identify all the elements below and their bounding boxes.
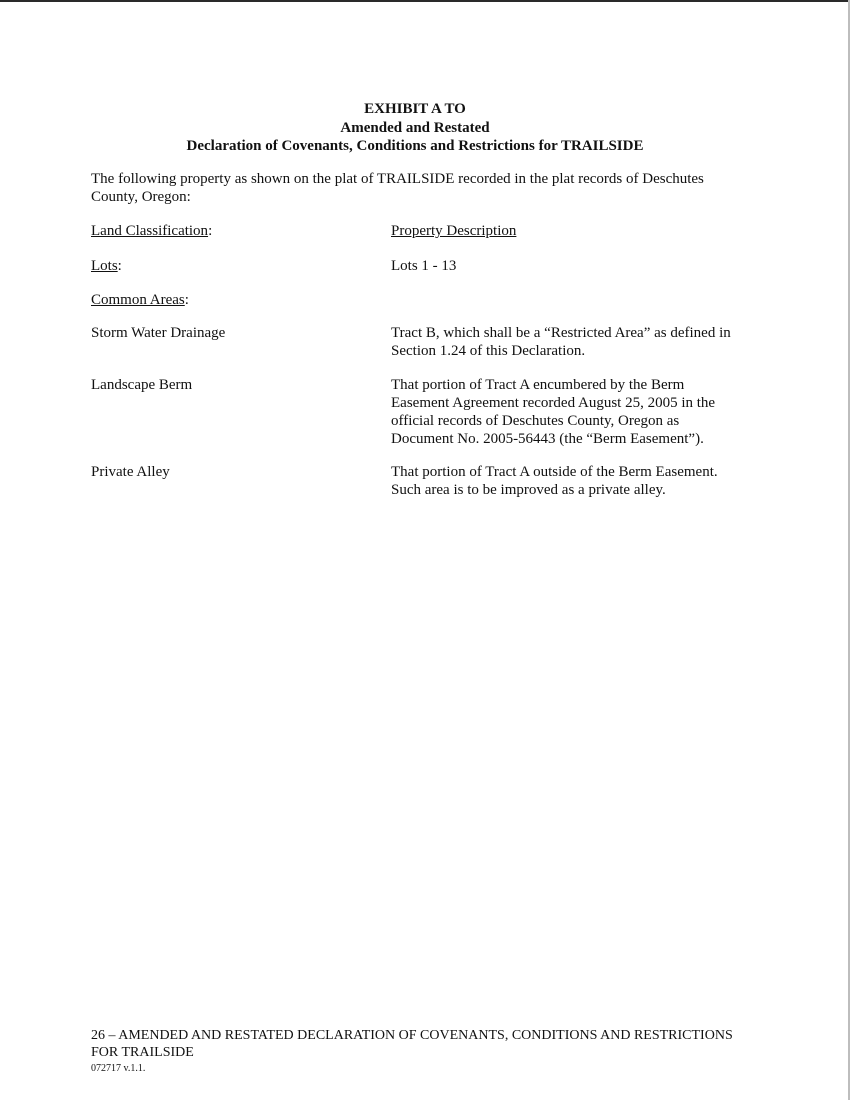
lots-label bbox=[91, 257, 381, 275]
common-areas-label-text: Common Areas bbox=[91, 292, 185, 308]
lots-label-text: Lots bbox=[91, 258, 118, 274]
storm-water-line-2: Section 1.24 of this Declaration. bbox=[391, 343, 586, 359]
common-areas-label-colon: : bbox=[184, 292, 189, 308]
landscape-berm-line-3: official records of Deschutes County, Oregon as bbox=[391, 413, 680, 429]
private-alley-label: Private Alley bbox=[91, 464, 170, 480]
land-classification-header-text: Land Classification bbox=[91, 223, 209, 239]
storm-water-description bbox=[391, 324, 751, 360]
heading-line-1: EXHIBIT A TO bbox=[364, 101, 466, 117]
property-description-header-text: Property Description bbox=[391, 223, 517, 239]
scan-edge-top bbox=[0, 0, 850, 2]
property-description-header bbox=[391, 222, 751, 240]
private-alley-line-1: That portion of Tract A outside of the Berm Easement. bbox=[391, 464, 718, 480]
footer-line-2: FOR TRAILSIDE bbox=[91, 1045, 194, 1060]
storm-water-label: Storm Water Drainage bbox=[91, 325, 226, 341]
private-alley-description bbox=[391, 463, 751, 499]
landscape-berm-line-1: That portion of Tract A encumbered by the Berm bbox=[391, 377, 685, 393]
lots-value: Lots 1 - 13 bbox=[391, 258, 457, 274]
footer-version-code: 072717 v.1.1. bbox=[91, 1063, 146, 1074]
exhibit-heading bbox=[0, 100, 830, 156]
lots-label-colon: : bbox=[117, 258, 122, 274]
page-footer bbox=[91, 1027, 751, 1061]
landscape-berm-line-2: Easement Agreement recorded August 25, 2005 in the bbox=[391, 395, 716, 411]
intro-paragraph: The following property as shown on the plat of TRAILSIDE recorded in the plat records of Deschutes County, Oregon: bbox=[91, 171, 704, 205]
heading-line-2: Amended and Restated bbox=[340, 119, 490, 136]
land-classification-header-colon: : bbox=[208, 223, 213, 239]
heading-line-3: Declaration of Covenants, Conditions and Restrictions for TRAILSIDE bbox=[186, 138, 644, 154]
common-areas-label bbox=[91, 291, 381, 309]
landscape-berm-description bbox=[391, 376, 751, 448]
storm-water-line-1: Tract B, which shall be a “Restricted Area” as defined in bbox=[391, 325, 731, 341]
landscape-berm-label: Landscape Berm bbox=[91, 377, 193, 393]
landscape-berm-line-4: Document No. 2005-56443 (the “Berm Easement”). bbox=[391, 431, 704, 447]
footer-line-1: 26 – AMENDED AND RESTATED DECLARATION OF COVENANTS, CONDITIONS AND RESTRICTIONS bbox=[91, 1028, 733, 1043]
private-alley-line-2: Such area is to be improved as a private alley. bbox=[391, 482, 666, 498]
land-classification-header bbox=[91, 222, 381, 240]
